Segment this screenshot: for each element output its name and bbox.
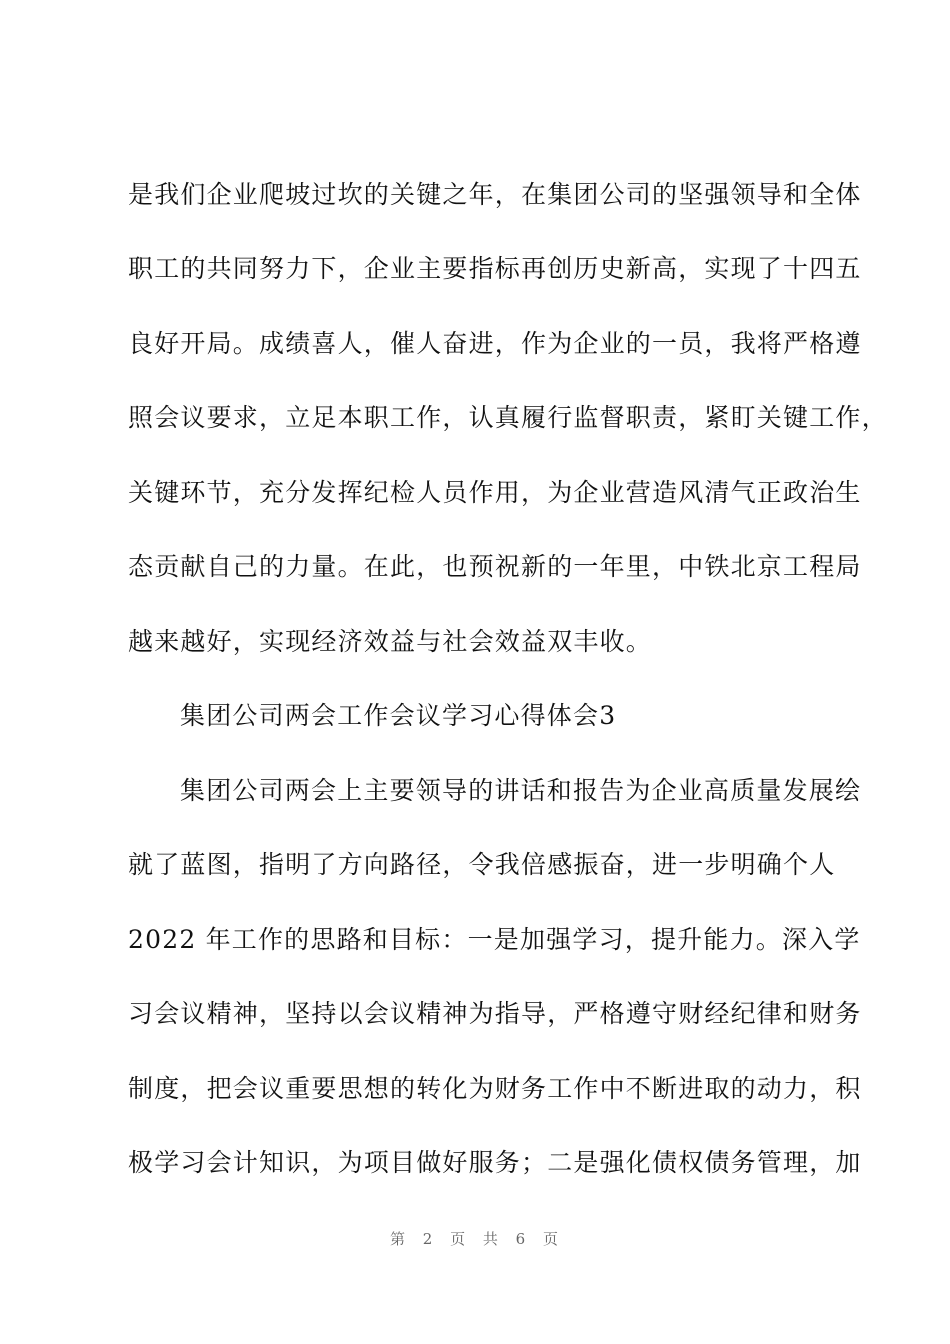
page-number-footer: 第 2 页 共 6 页: [390, 1230, 560, 1248]
paragraph-line: 越来越好，实现经济效益与社会效益双丰收。: [128, 627, 653, 656]
paragraph-line: 关键环节，充分发挥纪检人员作用，为企业营造风清气正政治生: [128, 478, 862, 507]
paragraph-line: 就了蓝图，指明了方向路径，令我倍感振奋，进一步明确个人: [128, 850, 836, 879]
paragraph-line: 集团公司两会上主要领导的讲话和报告为企业高质量发展绘: [180, 776, 862, 805]
paragraph-line: 是我们企业爬坡过坎的关键之年，在集团公司的坚强领导和全体: [128, 180, 862, 209]
paragraph-line: 极学习会计知识，为项目做好服务；二是强化债权债务管理，加: [128, 1148, 862, 1177]
paragraph-line: 职工的共同努力下，企业主要指标再创历史新高，实现了十四五: [128, 254, 862, 283]
paragraph-line: 制度，把会议重要思想的转化为财务工作中不断进取的动力，积: [128, 1074, 862, 1103]
paragraph-line: 习会议精神，坚持以会议精神为指导，严格遵守财经纪律和财务: [128, 999, 862, 1028]
paragraph-line: 态贡献自己的力量。在此，也预祝新的一年里，中铁北京工程局: [128, 552, 862, 581]
paragraph-line: 良好开局。成绩喜人，催人奋进，作为企业的一员，我将严格遵: [128, 329, 862, 358]
paragraph-line: 照会议要求，立足本职工作，认真履行监督职责，紧盯关键工作，: [128, 403, 888, 432]
paragraph-line: 2022 年工作的思路和目标：一是加强学习，提升能力。深入学: [128, 925, 861, 954]
section-heading: 集团公司两会工作会议学习心得体会3: [180, 701, 617, 730]
